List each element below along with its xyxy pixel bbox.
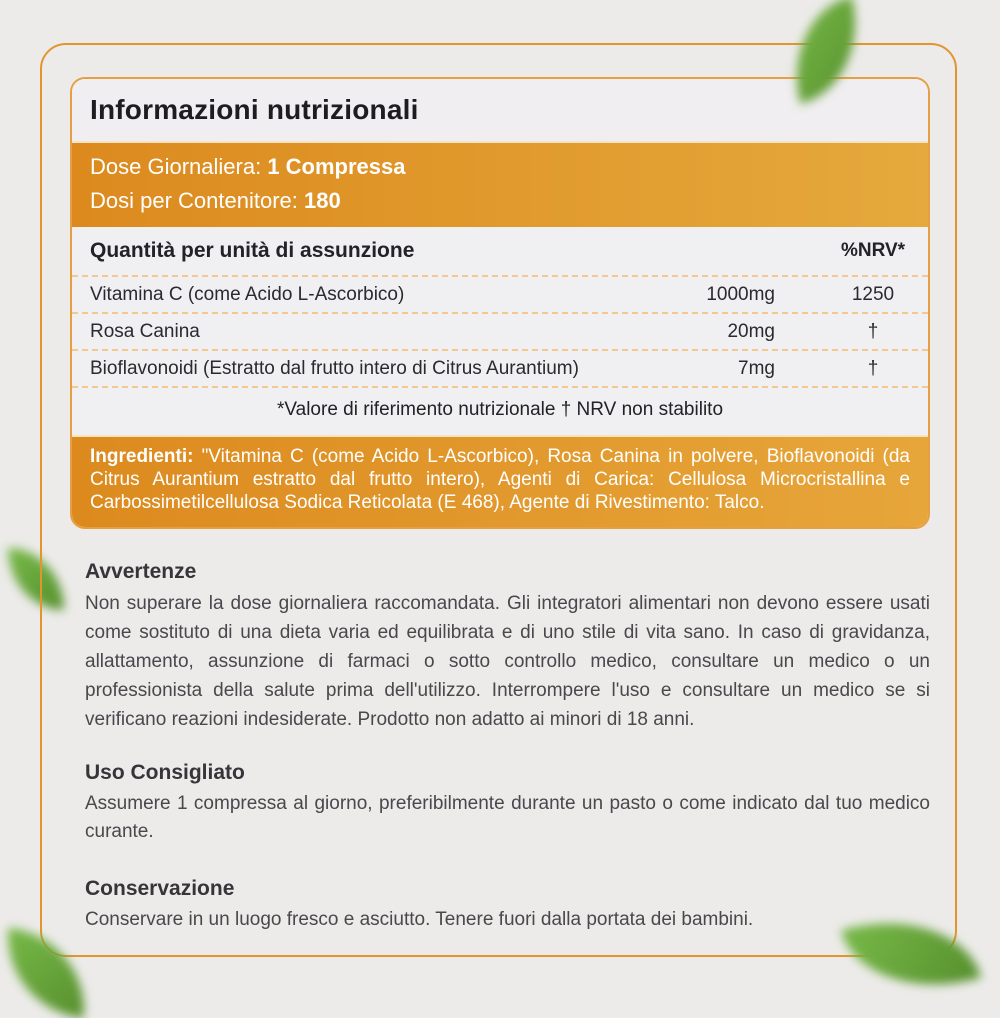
- serving-info-band: [72, 141, 928, 227]
- nutrient-nrv: †: [867, 357, 879, 379]
- nutrition-facts-card: [70, 77, 930, 529]
- warnings-body: Non superare la dose giornaliera raccomandata. Gli integratori alimentari non devono essere usati come sostituto di una dieta varia ed equilibrata e di uno stile di vita sano. In caso di gravidanza, allattamento, assunzione di farmaci o sotto controllo medico, consultare un medico o un professionista della salute prima dell'utilizzo. Interrompere l'uso e consultare un medico se si verificano reazioni indesiderate. Prodotto non adatto ai minori di 18 anni.: [85, 593, 930, 730]
- section-usage: [85, 761, 930, 846]
- ingredients-box: [72, 435, 928, 527]
- ingredients-label: Ingredienti:: [90, 446, 202, 467]
- servings-value: 180: [304, 188, 341, 213]
- usage-heading: Uso Consigliato: [85, 761, 245, 784]
- daily-dose-value: 1 Compressa: [267, 154, 406, 179]
- servings-label: Dosi per Contenitore:: [90, 188, 304, 213]
- nutrient-amount: 20mg: [727, 320, 775, 342]
- nutrient-nrv: †: [867, 320, 879, 342]
- nrv-footnote: *Valore di riferimento nutrizionale † NRV non stabilito: [72, 386, 928, 435]
- nutrient-nrv: 1250: [851, 283, 895, 305]
- servings-per-container-line: [90, 184, 910, 218]
- daily-dose-label: Dose Giornaliera:: [90, 154, 268, 179]
- card-title: Informazioni nutrizionali: [90, 94, 419, 125]
- nutrient-amount: 7mg: [738, 357, 775, 379]
- column-header-nrv: %NRV*: [840, 240, 906, 261]
- info-sections: [85, 560, 930, 934]
- storage-heading: Conservazione: [85, 877, 235, 900]
- table-row: [72, 312, 928, 349]
- column-header-quantity: Quantità per unità di assunzione: [90, 239, 415, 262]
- storage-body: Conservare in un luogo fresco e asciutto. Tenere fuori dalla portata dei bambini.: [85, 909, 754, 930]
- ingredients-text: "Vitamina C (come Acido L-Ascorbico), Rosa Canina in polvere, Bioflavonoidi (da Citrus Aurantium estratto dal frutto intero), Agenti di Carica: Cellulosa Microcristallina e Carbossimetilcellulosa Sodica Reticolata (E 468), Agente di Rivestimento: Talco.: [90, 446, 910, 513]
- usage-body: Assumere 1 compressa al giorno, preferibilmente durante un pasto o come indicato dal tuo medico curante.: [85, 793, 930, 842]
- warnings-heading: Avvertenze: [85, 560, 197, 583]
- nutrient-amount: 1000mg: [706, 283, 775, 305]
- daily-dose-line: [90, 150, 910, 184]
- table-row: [72, 349, 928, 386]
- section-storage: [85, 877, 930, 934]
- nutrient-name: Rosa Canina: [90, 320, 200, 342]
- nutrient-name: Vitamina C (come Acido L-Ascorbico): [90, 283, 405, 305]
- table-header-row: [72, 227, 928, 275]
- section-warnings: [85, 560, 930, 734]
- nutrition-table: [72, 227, 928, 435]
- nutrient-name: Bioflavonoidi (Estratto dal frutto intero di Citrus Aurantium): [90, 357, 579, 379]
- table-row: [72, 275, 928, 312]
